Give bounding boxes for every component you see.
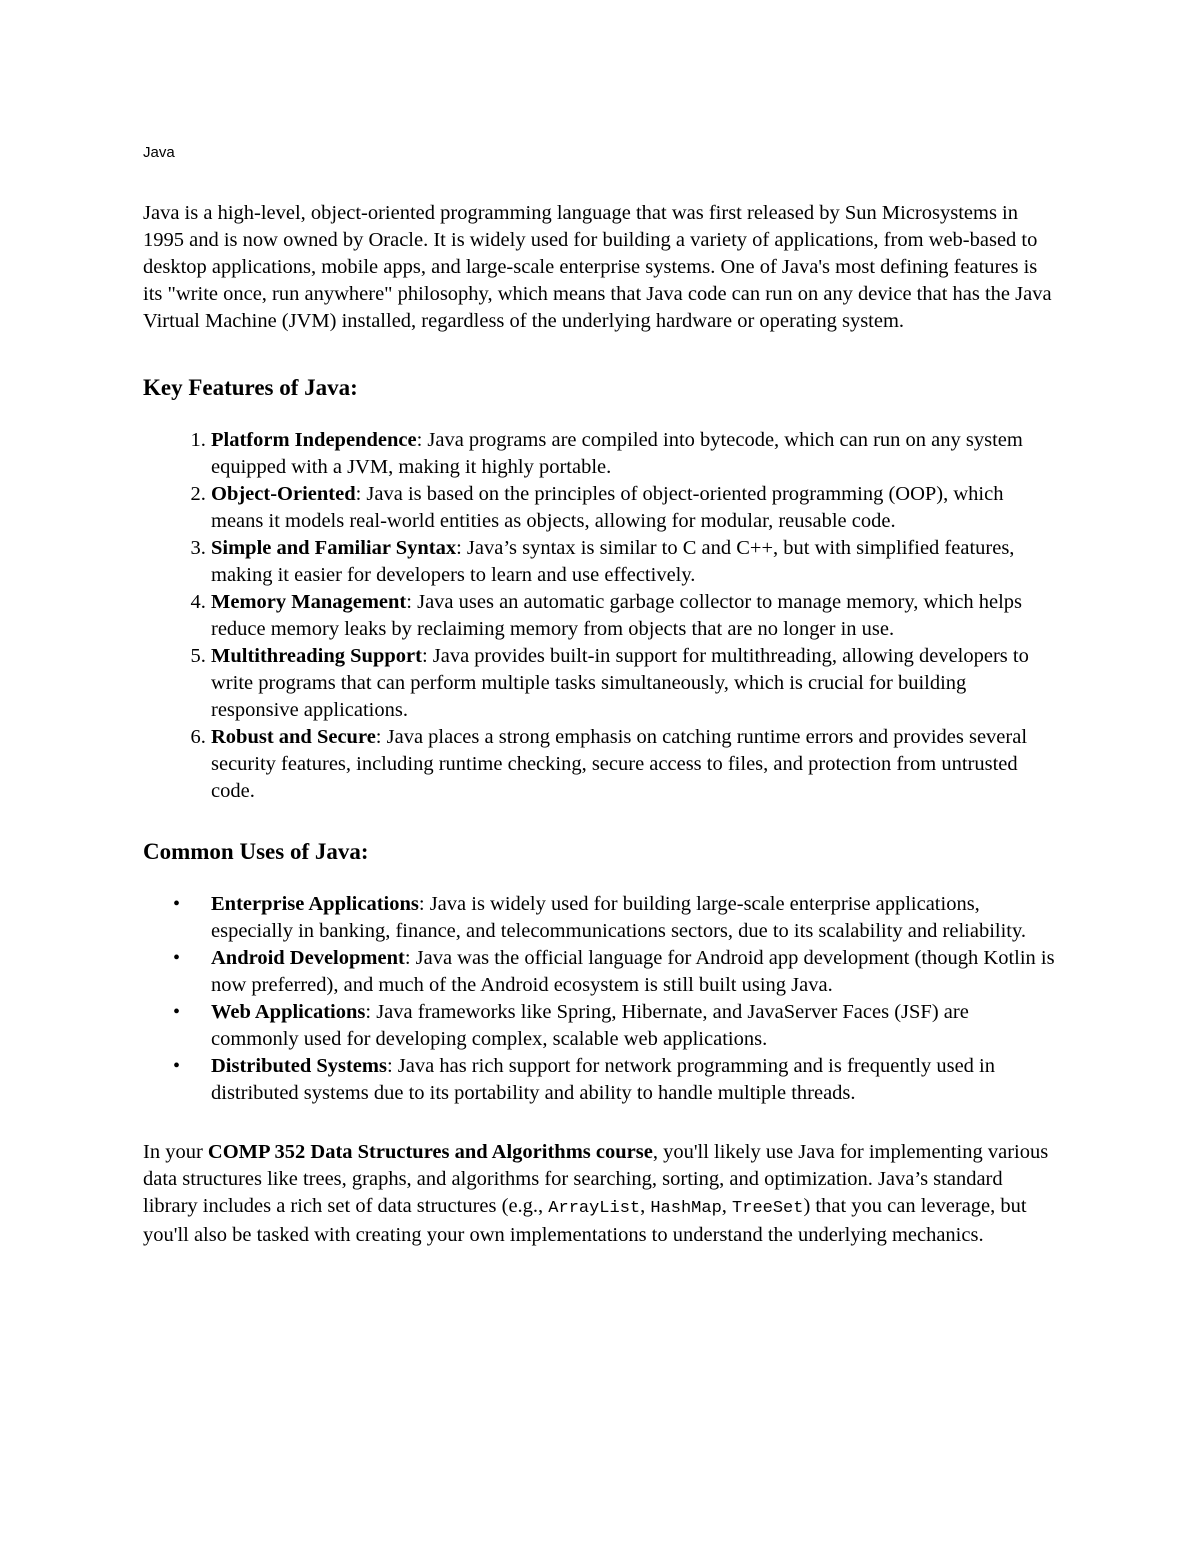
outro-separator: ,: [640, 1195, 651, 1217]
feature-text: : Java places a strong emphasis on catching runtime errors and provides several security features, including runtime checking, secure access to files, and protection from untrusted code.: [211, 726, 1028, 802]
feature-text: : Java uses an automatic garbage collector to manage memory, which helps reduce memory leaks by reclaiming memory from objects that are no longer in use.: [211, 591, 1022, 640]
code-arraylist: ArrayList: [548, 1199, 641, 1218]
uses-heading: Common Uses of Java:: [143, 839, 369, 864]
outro-paragraph: [143, 1139, 1058, 1249]
use-item: [173, 891, 1058, 945]
feature-term: Object-Oriented: [211, 483, 356, 505]
feature-term: Simple and Familiar Syntax: [211, 537, 457, 559]
features-list: [143, 427, 1058, 805]
use-text: : Java is widely used for building large-scale enterprise applications, especially in banking, finance, and telecommunications sectors, due to its scalability and reliability.: [211, 893, 1027, 942]
use-item: [173, 945, 1058, 999]
use-term: Distributed Systems: [211, 1055, 387, 1077]
intro-paragraph: Java is a high-level, object-oriented programming language that was first released by Sun Microsystems in 1995 and is now owned by Oracle. It is widely used for building a variety of applications, from web-based to desktop applications, mobile apps, and large-scale enterprise systems. One of Java's most defining features is its "write once, run anywhere" philosophy, which means that Java code can run on any device that has the Java Virtual Machine (JVM) installed, regardless of the underlying hardware or operating system.: [143, 202, 1052, 332]
feature-item: [211, 535, 1058, 589]
use-text: : Java frameworks like Spring, Hibernate, and JavaServer Faces (JSF) are commonly used for developing complex, scalable web applications.: [211, 1001, 969, 1050]
course-name: COMP 352 Data Structures and Algorithms course: [207, 1141, 653, 1163]
bullet-icon: •: [173, 947, 181, 969]
feature-item: [211, 427, 1058, 481]
feature-term: Robust and Secure: [211, 726, 376, 748]
use-text: : Java was the official language for Android app development (though Kotlin is now preferred), and much of the Android ecosystem is still built using Java.: [211, 947, 1055, 996]
use-item: [173, 1053, 1058, 1107]
feature-term: Platform Independence: [211, 429, 417, 451]
feature-text: : Java programs are compiled into bytecode, which can run on any system equipped with a JVM, making it highly portable.: [211, 429, 1023, 478]
use-item: [173, 999, 1058, 1053]
bullet-icon: •: [173, 1055, 181, 1077]
use-term: Android Development: [211, 947, 405, 969]
features-heading: Key Features of Java:: [143, 375, 358, 400]
code-hashmap: HashMap: [650, 1199, 722, 1218]
use-term: Enterprise Applications: [211, 893, 419, 915]
feature-item: [211, 589, 1058, 643]
feature-text: : Java’s syntax is similar to C and C++, but with simplified features, making it easier for developers to learn and use effectively.: [211, 537, 1015, 586]
outro-separator: ,: [721, 1195, 733, 1217]
feature-item: [211, 724, 1058, 805]
feature-term: Multithreading Support: [211, 645, 422, 667]
bullet-icon: •: [173, 1001, 181, 1023]
bullet-icon: •: [173, 893, 181, 915]
uses-list: [143, 891, 1058, 1107]
code-treeset: TreeSet: [732, 1199, 804, 1218]
outro-text: ) that you can leverage, but you'll also be tasked with creating your own implementations to understand the underlying mechanics.: [143, 1195, 1027, 1246]
feature-item: [211, 643, 1058, 724]
feature-text: : Java is based on the principles of object-oriented programming (OOP), which means it models real-world entities as objects, allowing for modular, reusable code.: [211, 483, 1004, 532]
document-title: Java: [143, 144, 175, 161]
feature-term: Memory Management: [211, 591, 407, 613]
outro-text: In your: [143, 1141, 208, 1163]
feature-item: [211, 481, 1058, 535]
document-body: [143, 200, 1058, 1249]
feature-text: : Java provides built-in support for multithreading, allowing developers to write programs that can perform multiple tasks simultaneously, which is crucial for building responsive applications.: [211, 645, 1029, 721]
use-term: Web Applications: [211, 1001, 366, 1023]
outro-text: , you'll likely use Java for implementing various data structures like trees, graphs, and algorithms for searching, sorting, and optimization. Java’s standard library includes a rich set of data structures (e.g.,: [143, 1141, 1049, 1217]
use-text: : Java has rich support for network programming and is frequently used in distributed systems due to its portability and ability to handle multiple threads.: [211, 1055, 995, 1104]
